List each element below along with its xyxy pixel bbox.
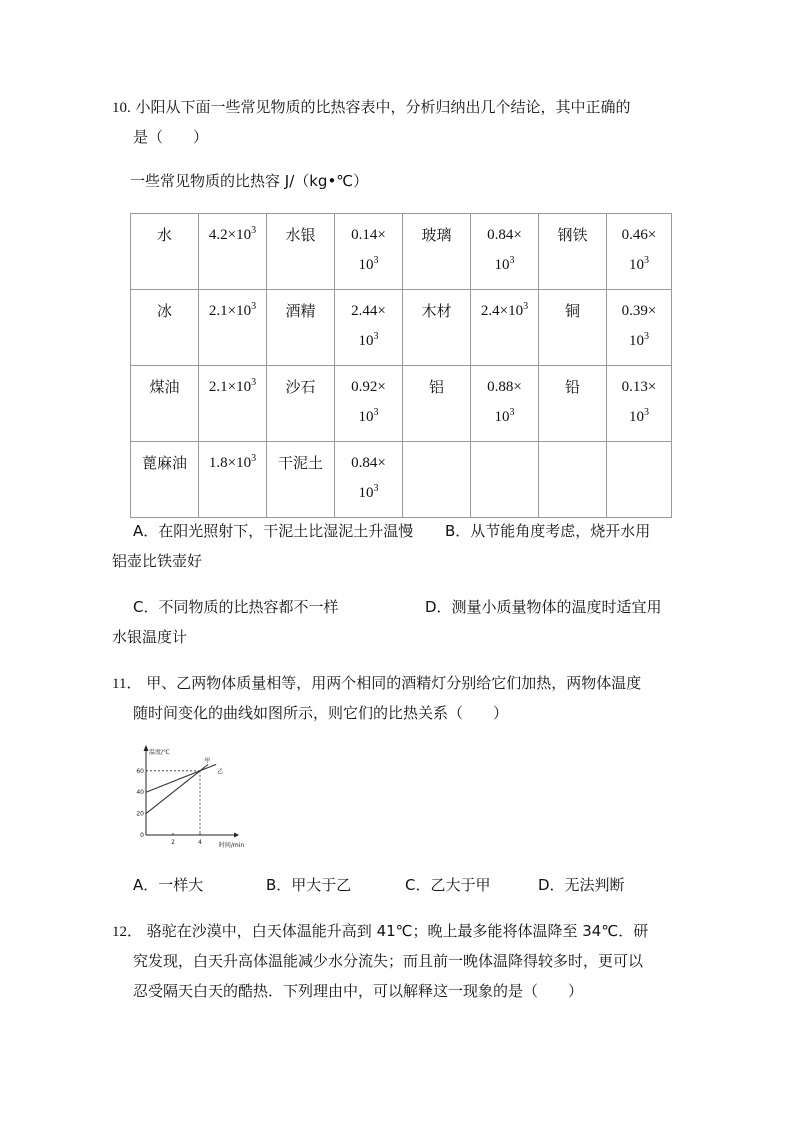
value-power <box>359 250 379 280</box>
table-cell-value <box>471 366 539 442</box>
value-power <box>495 402 515 432</box>
table-cell-value <box>607 290 672 366</box>
value-exponent: 3 <box>509 407 515 418</box>
x-tick-label: 2 <box>171 839 175 846</box>
value-exponent: 3 <box>251 301 257 312</box>
value-power <box>629 402 649 432</box>
table-cell-substance <box>539 442 607 518</box>
q12-stem-line2: 究发现，白天升高体温能减少水分流失；而且前一晚体温降得较多时，更可以 <box>133 952 644 970</box>
q10-option-c: C．不同物质的比热容都不一样 <box>133 598 339 616</box>
table-cell-substance <box>131 442 199 518</box>
value-base: 10 <box>629 257 644 273</box>
value-coefficient: 0.14× <box>351 227 386 243</box>
y-tick-label: 60 <box>136 767 144 775</box>
q10-table-title: 一些常见物质的比热容 J/（kg•℃） <box>130 172 369 190</box>
q10-option-d-cont: 水银温度计 <box>112 628 188 646</box>
table-cell-value <box>335 442 403 518</box>
table-cell-value <box>471 290 539 366</box>
q12-stem-line3: 忍受隔天白天的酷热．下列理由中，可以解释这一现象的是（ ） <box>133 982 584 1000</box>
table-cell-substance <box>403 442 471 518</box>
y-axis-arrow <box>144 745 149 751</box>
value-coefficient: 0.88× <box>487 379 522 395</box>
y-tick-label: 20 <box>136 810 144 818</box>
value-exponent: 3 <box>251 377 257 388</box>
substance-name: 铜 <box>564 302 580 320</box>
substance-name: 铅 <box>564 378 580 396</box>
table-cell-value <box>199 214 267 290</box>
value-exponent: 3 <box>373 255 379 266</box>
value-coefficient: 0.39× <box>621 303 657 319</box>
value-power <box>495 250 515 280</box>
value-line <box>209 296 256 326</box>
series-label-yi: 乙 <box>217 768 224 776</box>
table-cell-substance <box>539 214 607 290</box>
series-label-jia: 甲 <box>204 757 211 765</box>
substance-name: 水 <box>156 226 172 244</box>
value-line <box>209 448 256 478</box>
q10-option-a: A．在阳光照射下，干泥土比湿泥土升温慢 <box>133 522 414 540</box>
q10-stem-text: 小阳从下面一些常见物质的比热容表中，分析归纳出几个结论，其中正确的 <box>135 98 631 116</box>
value-base: 10 <box>629 333 644 349</box>
value-coefficient: 0.13× <box>621 379 657 395</box>
value-power <box>359 326 379 356</box>
substance-name: 煤油 <box>149 378 180 396</box>
value-exponent: 3 <box>373 407 379 418</box>
value-base: 2.1×10 <box>208 303 252 319</box>
table-cell-value <box>335 290 403 366</box>
substance-name: 水银 <box>285 226 316 244</box>
substance-name: 铝 <box>428 378 444 396</box>
value-base: 10 <box>358 409 374 425</box>
table-cell-value <box>607 366 672 442</box>
substance-name: 沙石 <box>285 378 316 396</box>
value-base: 10 <box>494 409 510 425</box>
specific-heat-table <box>130 213 672 518</box>
value-base: 4.2×10 <box>208 227 252 243</box>
substance-name: 玻璃 <box>421 226 452 244</box>
value-exponent: 3 <box>373 483 379 494</box>
table-cell-value <box>199 290 267 366</box>
q10-number: 10. <box>112 100 131 116</box>
value-coefficient: 0.84× <box>487 227 522 243</box>
table-cell-substance <box>267 366 335 442</box>
value-exponent: 3 <box>644 407 649 418</box>
q11-option-d: D．无法判断 <box>538 876 625 894</box>
value-base: 10 <box>358 333 374 349</box>
value-base: 2.4×10 <box>480 303 524 319</box>
q10-option-b-cont: 铝壶比铁壶好 <box>112 552 203 570</box>
table-cell-substance <box>131 214 199 290</box>
q10-option-b: B．从节能角度考虑，烧开水用 <box>445 522 651 540</box>
table-cell-substance <box>403 366 471 442</box>
substance-name: 蓖麻油 <box>141 454 187 472</box>
value-coefficient: 0.46× <box>621 227 657 243</box>
table-cell-substance <box>131 290 199 366</box>
value-exponent: 3 <box>644 331 649 342</box>
y-tick-label: 0 <box>140 832 144 839</box>
q10-stem-line1 <box>112 96 631 117</box>
value-base: 10 <box>358 257 374 273</box>
q12-stem-text: 骆驼在沙漠中，白天体温能升高到 41℃；晚上最多能将体温降至 34℃．研 <box>146 922 649 940</box>
table-cell-value <box>607 214 672 290</box>
table-row <box>131 366 672 442</box>
y-axis-label: 温度/℃ <box>149 749 170 756</box>
substance-name: 冰 <box>156 302 172 320</box>
q11-option-b: B．甲大于乙 <box>266 876 352 894</box>
value-exponent: 3 <box>251 453 257 464</box>
substance-name: 酒精 <box>285 302 316 320</box>
value-exponent: 3 <box>509 255 515 266</box>
table-cell-substance <box>403 290 471 366</box>
table-cell-substance <box>539 290 607 366</box>
value-power <box>359 402 379 432</box>
value-exponent: 3 <box>373 331 379 342</box>
x-axis-arrow <box>234 833 239 838</box>
value-base: 10 <box>494 257 510 273</box>
x-axis-label: 时间/min <box>218 842 245 849</box>
value-base: 10 <box>629 409 644 425</box>
q12-stem-line1 <box>112 920 648 941</box>
table-cell-value <box>199 442 267 518</box>
table-row <box>131 442 672 518</box>
table-cell-substance <box>267 214 335 290</box>
value-base: 10 <box>358 485 374 501</box>
value-power <box>629 250 649 280</box>
substance-name: 干泥土 <box>277 454 323 472</box>
q11-number: 11． <box>112 676 142 692</box>
value-exponent: 3 <box>251 225 257 236</box>
value-coefficient: 2.44× <box>351 303 386 319</box>
temperature-time-chart <box>136 745 248 849</box>
table-cell-substance <box>539 366 607 442</box>
value-exponent: 3 <box>644 255 649 266</box>
value-line <box>209 372 256 402</box>
table-cell-value <box>471 214 539 290</box>
table-cell-value <box>607 442 672 518</box>
q11-stem-line1 <box>112 672 641 693</box>
q10-stem-line2: 是（ ） <box>133 128 209 146</box>
value-line <box>209 220 256 250</box>
x-tick-label: 4 <box>198 839 202 846</box>
q11-stem-text: 甲、乙两物体质量相等，用两个相同的酒精灯分别给它们加热，两物体温度 <box>146 674 642 692</box>
value-power <box>629 326 649 356</box>
q12-number: 12． <box>112 924 143 940</box>
table-row <box>131 290 672 366</box>
table-cell-value <box>335 214 403 290</box>
series-line-yi <box>146 764 216 792</box>
q11-option-a: A．一样大 <box>133 876 204 894</box>
table-cell-substance <box>403 214 471 290</box>
value-line <box>481 296 528 326</box>
q10-option-d: D．测量小质量物体的温度时适宜用 <box>425 598 662 616</box>
y-tick-label: 40 <box>136 789 144 797</box>
table-cell-substance <box>267 290 335 366</box>
value-coefficient: 0.92× <box>351 379 386 395</box>
substance-name: 钢铁 <box>557 226 588 244</box>
value-base: 1.8×10 <box>208 455 252 471</box>
value-exponent: 3 <box>523 301 529 312</box>
value-base: 2.1×10 <box>208 379 252 395</box>
table-cell-value <box>335 366 403 442</box>
value-power <box>359 478 379 508</box>
q11-stem-line2: 随时间变化的曲线如图所示，则它们的比热关系（ ） <box>133 704 509 722</box>
substance-name: 木材 <box>421 302 452 320</box>
table-cell-value <box>199 366 267 442</box>
table-cell-value <box>471 442 539 518</box>
table-cell-substance <box>131 366 199 442</box>
q11-option-c: C．乙大于甲 <box>405 876 491 894</box>
table-cell-substance <box>267 442 335 518</box>
value-coefficient: 0.84× <box>351 455 386 471</box>
table-row <box>131 214 672 290</box>
